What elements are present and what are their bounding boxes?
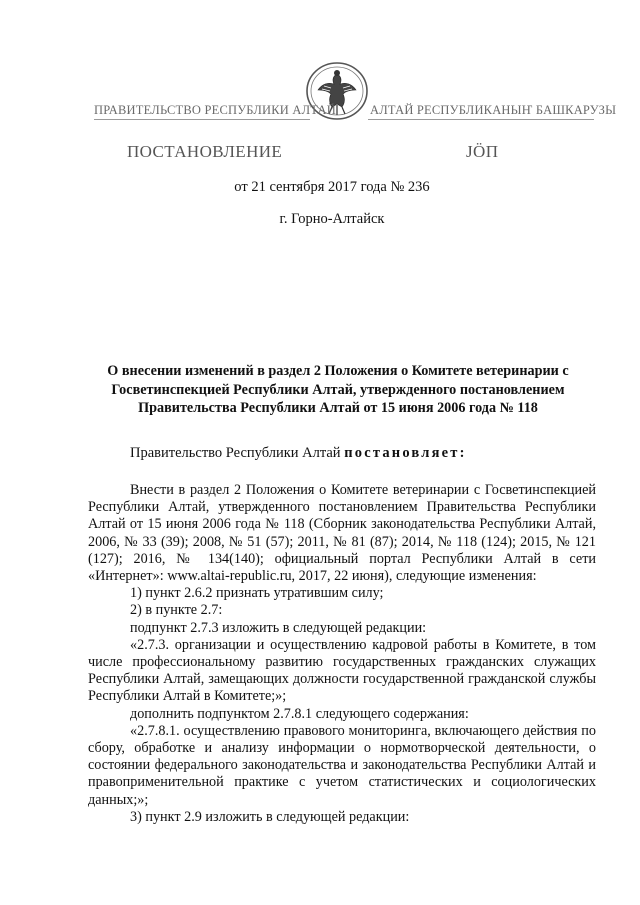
body-paragraph: дополнить подпунктом 2.7.8.1 следующего содержания:	[130, 705, 469, 722]
document-city: г. Горно-Алтайск	[279, 211, 385, 227]
org-name-ru: ПРАВИТЕЛЬСТВО РЕСПУБЛИКИ АЛТАЙ	[94, 103, 336, 117]
body-paragraph: 3) пункт 2.9 изложить в следующей редакции:	[130, 808, 410, 825]
body-paragraph: 1) пункт 2.6.2 признать утратившим силу;	[130, 585, 384, 602]
document-title: О внесении изменений в раздел 2 Положения о Комитете ветеринарии с Госветинспекцией Республики Алтай, утвержденного постановлением Правительства Республики Алтай от 15 июня 2006 года № 118	[107, 363, 569, 416]
body-paragraph: «2.7.8.1. осуществлению правового мониторинга, включающего действия по сбору, обработке и анализу информации о нормотворческой деятельности, о состоянии федерального законодательства и законодательства Республики Алтай и правоприменительной практике с учетом статистических и социологических данных;»;	[88, 722, 596, 808]
doc-type-alt: ЈӦП	[466, 142, 499, 161]
preamble-verb: постановляет:	[344, 445, 467, 461]
body-paragraph: Внести в раздел 2 Положения о Комитете ветеринарии с Госветинспекцией Республики Алтай, утвержденного постановлением Правительства Республики Алтай от 15 июня 2006 года № 118 (Сборник законодательства Республики Алтай, 2006, № 33 (39); 2008, № 51 (57); 2011, № 81 (87); 2014, № 118 (124); 2015, № 121 (127); 2016, № 134(140); официальный портал Республики Алтай в сети «Интернет»: www.altai-republic.ru, 2017, 22 июня), следующие изменения:	[88, 482, 596, 585]
preamble	[130, 444, 467, 462]
document-date-number: от 21 сентября 2017 года № 236	[234, 179, 430, 195]
doc-type-ru: ПОСТАНОВЛЕНИЕ	[127, 142, 283, 161]
header-divider-left	[94, 119, 310, 120]
header-divider-right	[368, 119, 594, 120]
body-paragraph: 2) в пункте 2.7:	[130, 602, 223, 619]
org-name-alt: АЛТАЙ РЕСПУБЛИКАНЫҤ БАШКАРУЗЫ	[370, 103, 617, 117]
body-paragraph: «2.7.3. организации и осуществлению кадровой работы в Комитете, в том числе профессиональному развитию государственных гражданских служащих Республики Алтай, замещающих должности государственной гражданской службы Республики Алтай в Комитете;»;	[88, 636, 596, 705]
preamble-subject: Правительство Республики Алтай	[130, 445, 345, 461]
document-body	[88, 482, 596, 826]
body-paragraph: подпункт 2.7.3 изложить в следующей редакции:	[130, 619, 427, 636]
